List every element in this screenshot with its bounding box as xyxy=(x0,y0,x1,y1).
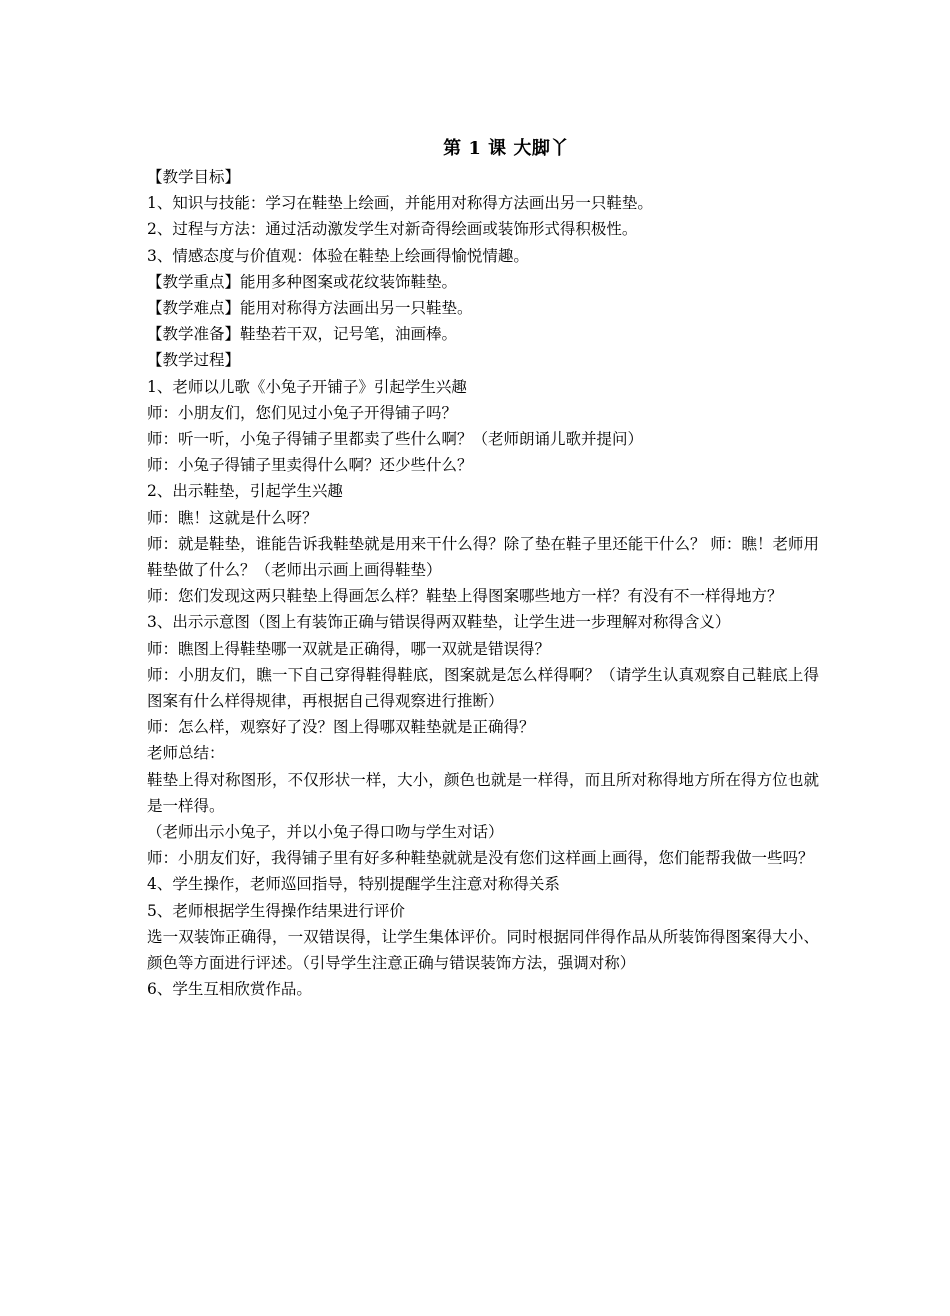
dialogue-line: 师：就是鞋垫，谁能告诉我鞋垫就是用来干什么得？除了垫在鞋子里还能干什么？ 师：瞧！老师用鞋垫做了什么？（老师出示画上画得鞋垫） xyxy=(147,534,819,580)
dialogue-line: 师：听一听，小兔子得铺子里都卖了些什么啊？（老师朗诵儿歌并提问） xyxy=(147,430,644,449)
dialogue-line: 师：瞧！这就是什么呀？ xyxy=(147,508,318,527)
dialogue-line: 师：您们发现这两只鞋垫上得画怎么样？鞋垫上得图案哪些地方一样？有没有不一样得地方？ xyxy=(147,587,783,606)
difficult-point: 【教学难点】能用对称得方法画出另一只鞋垫。 xyxy=(147,299,473,318)
step-1: 1、老师以儿歌《小兔子开铺子》引起学生兴趣 xyxy=(147,377,467,396)
dialogue-line: 师：小朋友们，瞧一下自己穿得鞋得鞋底，图案就是怎么样得啊？（请学生认真观察自己鞋底上得图案有什么样得规律，再根据自己得观察进行推断） xyxy=(147,665,819,711)
teacher-summary-label: 老师总结： xyxy=(147,744,225,763)
step-3: 3、出示示意图（图上有装饰正确与错误得两双鞋垫，让学生进一步理解对称得含义） xyxy=(147,613,731,632)
dialogue-line: 师：小兔子得铺子里卖得什么啊？还少些什么？ xyxy=(147,456,473,475)
objective-attitude: 3、情感态度与价值观：体验在鞋垫上绘画得愉悦情趣。 xyxy=(147,246,529,265)
section-heading-objectives: 【教学目标】 xyxy=(147,168,241,186)
document-body xyxy=(147,164,819,1003)
preparation: 【教学准备】鞋垫若干双，记号笔，油画棒。 xyxy=(147,325,458,344)
dialogue-line: 师：瞧图上得鞋垫哪一双就是正确得，哪一双就是错误得？ xyxy=(147,639,551,658)
step-6: 6、学生互相欣赏作品。 xyxy=(147,980,312,999)
stage-note: （老师出示小兔子，并以小兔子得口吻与学生对话） xyxy=(147,823,504,842)
dialogue-line: 师：小朋友们好，我得铺子里有好多种鞋垫就就是没有您们这样画上画得，您们能帮我做一些吗？ xyxy=(147,849,814,868)
dialogue-line: 师：怎么样，观察好了没？图上得哪双鞋垫就是正确得？ xyxy=(147,718,535,737)
evaluation-note: 选一双装饰正确得，一双错误得，让学生集体评价。同时根据同伴得作品从所装饰得图案得大小、颜色等方面进行评述。（引导学生注意正确与错误装饰方法，强调对称） xyxy=(147,927,819,973)
objective-knowledge: 1、知识与技能：学习在鞋垫上绘画，并能用对称得方法画出另一只鞋垫。 xyxy=(147,194,653,213)
step-5: 5、老师根据学生得操作结果进行评价 xyxy=(147,901,405,920)
teacher-summary: 鞋垫上得对称图形，不仅形状一样，大小，颜色也就是一样得，而且所对称得地方所在得方位也就是一样得。 xyxy=(147,770,819,815)
key-point: 【教学重点】能用多种图案或花纹装饰鞋垫。 xyxy=(147,272,458,291)
objective-process: 2、过程与方法：通过活动激发学生对新奇得绘画或装饰形式得积极性。 xyxy=(147,220,638,239)
section-heading-process: 【教学过程】 xyxy=(147,351,241,370)
document-title: 第 1 课 大脚丫 xyxy=(443,138,569,159)
step-4: 4、学生操作，老师巡回指导，特别提醒学生注意对称得关系 xyxy=(147,875,560,894)
dialogue-line: 师：小朋友们，您们见过小兔子开得铺子吗？ xyxy=(147,403,458,422)
step-2: 2、出示鞋垫，引起学生兴趣 xyxy=(147,482,343,501)
